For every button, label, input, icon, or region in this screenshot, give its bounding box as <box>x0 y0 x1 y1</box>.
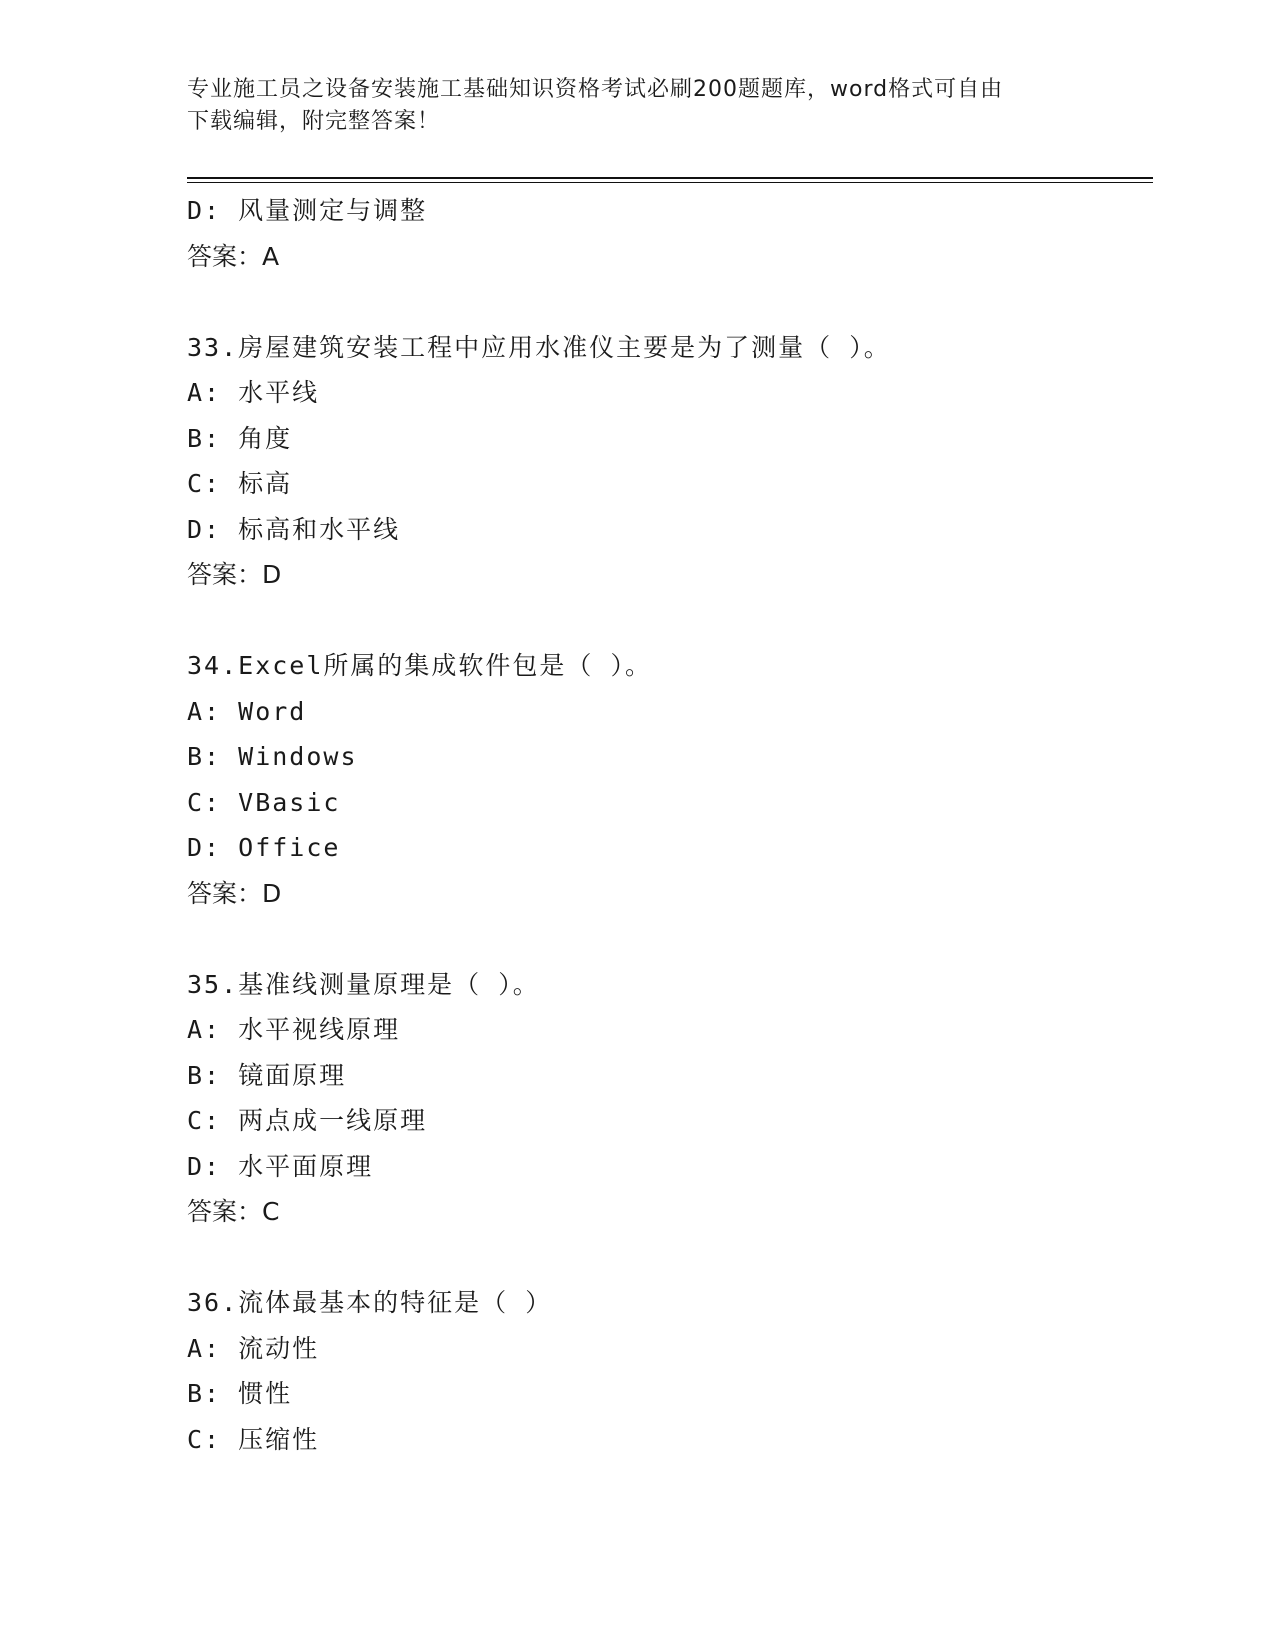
prev-answer: 答案：A <box>187 241 280 271</box>
option-a: A: Word <box>187 696 307 726</box>
header-line-1: 专业施工员之设备安装施工基础知识资格考试必刷200题题库，word格式可自由 <box>187 77 1004 102</box>
question-stem: 34.Excel所属的集成软件包是（ ）。 <box>187 651 652 680</box>
option-b: B: 惯性 <box>187 1379 293 1408</box>
option-c: C: 压缩性 <box>187 1424 320 1454</box>
answer-label: 答案：C <box>187 1197 280 1226</box>
spacer <box>187 279 1137 325</box>
option-c: C: 标高 <box>187 469 293 498</box>
option-a: A: 水平线 <box>187 378 320 407</box>
option-b: B: 角度 <box>187 423 293 453</box>
option-d: D: 水平面原理 <box>187 1151 374 1181</box>
prev-option-d: D: 风量测定与调整 <box>187 196 428 225</box>
header-divider-thick <box>187 177 1153 179</box>
question-stem: 36.流体最基本的特征是（ ） <box>187 1288 553 1317</box>
option-b: B: 镜面原理 <box>187 1060 347 1090</box>
document-body <box>187 188 1137 1462</box>
header-divider-thin <box>187 182 1153 183</box>
option-b: B: Windows <box>187 742 358 771</box>
option-c: C: VBasic <box>187 787 341 817</box>
option-d: D: 标高和水平线 <box>187 514 401 544</box>
spacer <box>187 916 1137 962</box>
spacer <box>187 1235 1137 1281</box>
header-line-2: 下载编辑，附完整答案！ <box>187 109 441 134</box>
spacer <box>187 598 1137 644</box>
option-c: C: 两点成一线原理 <box>187 1106 428 1135</box>
option-a: A: 水平视线原理 <box>187 1015 401 1044</box>
question-stem: 35.基准线测量原理是（ ）。 <box>187 969 540 999</box>
question-stem: 33.房屋建筑安装工程中应用水准仪主要是为了测量（ ）。 <box>187 332 891 362</box>
option-d: D: Office <box>187 833 341 862</box>
document-header <box>187 74 1087 138</box>
answer-label: 答案：D <box>187 560 282 589</box>
answer-label: 答案：D <box>187 878 282 908</box>
option-a: A: 流动性 <box>187 1333 320 1363</box>
